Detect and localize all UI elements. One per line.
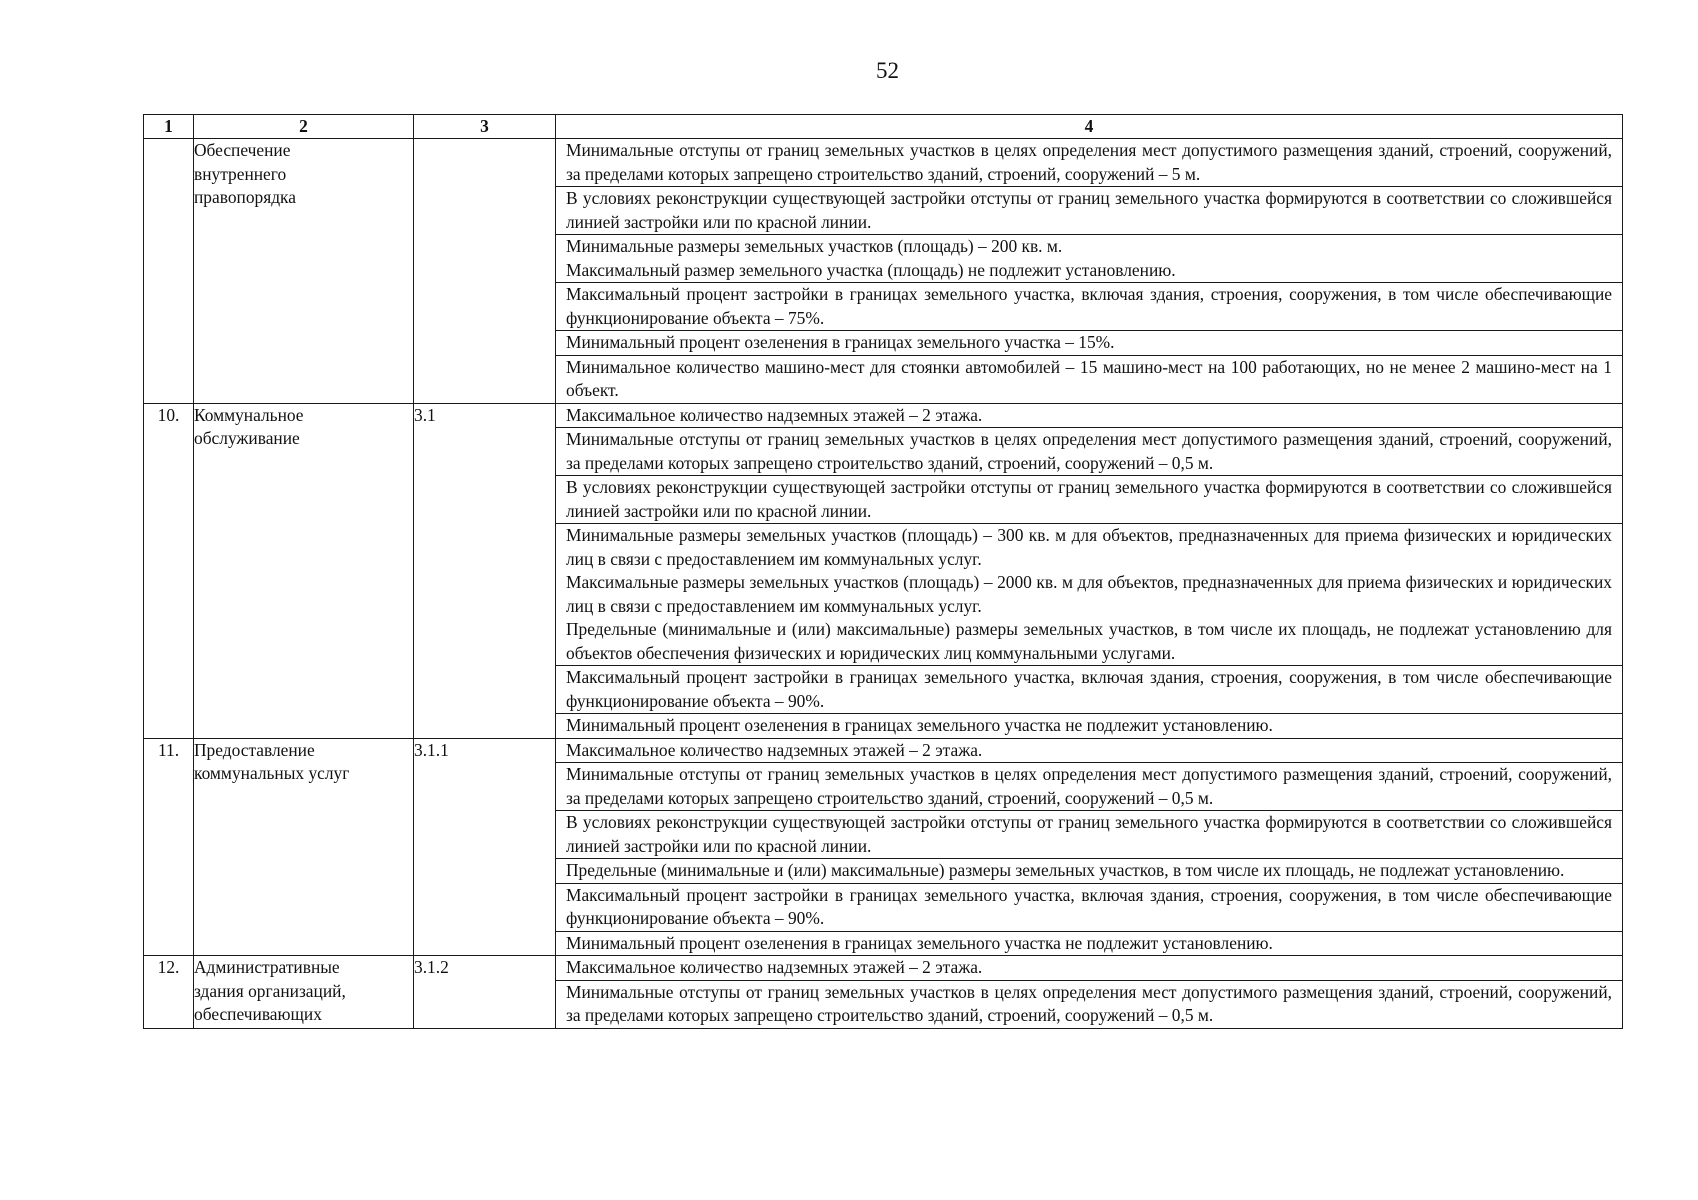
parameter-block [556,981,1622,1028]
parameter-block [556,356,1622,403]
page-number: 52 [876,58,899,83]
table-row [144,956,1623,1029]
parameter-block [556,956,1622,981]
parameter-block [556,714,1622,738]
parameter-text: В условиях реконструкции существующей застройки отступы от границ земельного участка формируются в соответствии со сложившейся линией застройки или по красной линии. [566,477,1612,521]
row-number: 10. [144,403,194,738]
header-col-2: 2 [194,115,414,139]
header-row [144,115,1623,139]
parameter-block [556,932,1622,956]
parameter-text: Максимальное количество надземных этажей – 2 этажа. [566,404,983,425]
land-use-code: 3.1 [414,403,556,738]
parameter-block [556,524,1622,666]
header-col-4: 4 [556,115,1623,139]
header-col-3: 3 [414,115,556,139]
parameter-text: Минимальный процент озеленения в границах земельного участка – 15%. [566,332,1115,352]
table-row [144,139,1623,404]
land-use-code [414,139,556,404]
parameter-text: Максимальные размеры земельных участков (площадь) – 2000 кв. м для объектов, предназначенных для приема физических и юридических лиц в связи с предоставлением им коммунальных услуг. [566,572,1612,616]
parameter-text: Минимальные размеры земельных участков (площадь) – 300 кв. м для объектов, предназначенных для приема физических и юридических лиц в связи с предоставлением им коммунальных услуг. [566,525,1612,569]
row-number [144,139,194,404]
parameter-text: Максимальное количество надземных этажей – 2 этажа. [566,739,983,760]
parameters-cell [556,956,1623,1029]
table-body [144,139,1623,1029]
land-use-name: Обеспечение внутреннего правопорядка [194,139,414,404]
parameter-text: Минимальный процент озеленения в границах земельного участка не подлежит установлению. [566,932,1273,953]
parameter-block [556,884,1622,932]
parameters-cell [556,403,1623,738]
land-use-code: 3.1.1 [414,738,556,956]
parameter-text: В условиях реконструкции существующей застройки отступы от границ земельного участка формируются в соответствии со сложившейся линией застройки или по красной линии. [566,812,1612,856]
zoning-parameters-table [143,114,1623,1029]
parameter-block [556,331,1622,356]
parameter-block [556,139,1622,187]
parameter-block [556,404,1622,429]
parameter-text: Максимальный процент застройки в границах земельного участка, включая здания, строения, сооружения, в том числе обеспечивающие функционирование объекта – 90%. [566,884,1612,928]
parameter-block [556,476,1622,524]
parameter-block [556,283,1622,331]
table-row [144,738,1623,956]
header-col-1: 1 [144,115,194,139]
row-number: 12. [144,956,194,1029]
parameters-cell [556,139,1623,404]
land-use-name: Административные здания организаций, обеспечивающих [194,956,414,1029]
parameter-block [556,763,1622,811]
parameter-text: Максимальный процент застройки в границах земельного участка, включая здания, строения, сооружения, в том числе обеспечивающие функционирование объекта – 75%. [566,284,1612,328]
parameter-block [556,811,1622,859]
parameter-text: В условиях реконструкции существующей застройки отступы от границ земельного участка формируются в соответствии со сложившейся линией застройки или по красной линии. [566,188,1612,232]
parameter-text: Минимальные отступы от границ земельных участков в целях определения мест допустимого размещения зданий, строений, сооружений, за пределами которых запрещено строительство зданий, строений, сооружений – 0,5 м. [566,764,1612,808]
parameters-cell [556,738,1623,956]
parameter-block [556,859,1622,884]
parameter-text: Минимальное количество машино-мест для стоянки автомобилей – 15 машино-мест на 100 работающих, но не менее 2 машино-мест на 1 объект. [566,356,1612,400]
parameter-text: Минимальные отступы от границ земельных участков в целях определения мест допустимого размещения зданий, строений, сооружений, за пределами которых запрещено строительство зданий, строений, сооружений – 5 м. [566,140,1612,184]
parameter-block [556,739,1622,764]
parameter-text: Предельные (минимальные и (или) максимальные) размеры земельных участков, в том числе их площадь, не подлежат установлению для объектов обеспечения физических и юридических лиц коммунальными услугами. [566,619,1612,663]
parameter-text: Минимальные отступы от границ земельных участков в целях определения мест допустимого размещения зданий, строений, сооружений, за пределами которых запрещено строительство зданий, строений, сооружений – 0,5 м. [566,429,1612,473]
parameter-text: Максимальный размер земельного участка (площадь) не подлежит установлению. [566,259,1176,280]
parameter-block [556,666,1622,714]
parameter-block [556,235,1622,283]
land-use-name: Коммунальное обслуживание [194,403,414,738]
parameter-text: Минимальные размеры земельных участков (площадь) – 200 кв. м. [566,236,1063,256]
row-number: 11. [144,738,194,956]
land-use-name: Предоставление коммунальных услуг [194,738,414,956]
parameter-text: Минимальный процент озеленения в границах земельного участка не подлежит установлению. [566,715,1273,735]
parameter-block [556,187,1622,235]
land-use-code: 3.1.2 [414,956,556,1029]
table-row [144,403,1623,738]
parameter-text: Предельные (минимальные и (или) максимальные) размеры земельных участков, в том числе их площадь, не подлежат установлению. [566,860,1565,880]
parameter-text: Максимальный процент застройки в границах земельного участка, включая здания, строения, сооружения, в том числе обеспечивающие функционирование объекта – 90%. [566,667,1612,711]
parameter-text: Минимальные отступы от границ земельных участков в целях определения мест допустимого размещения зданий, строений, сооружений, за пределами которых запрещено строительство зданий, строений, сооружений – 0,5 м. [566,981,1612,1025]
parameter-text: Максимальное количество надземных этажей – 2 этажа. [566,957,983,977]
parameter-block [556,428,1622,476]
